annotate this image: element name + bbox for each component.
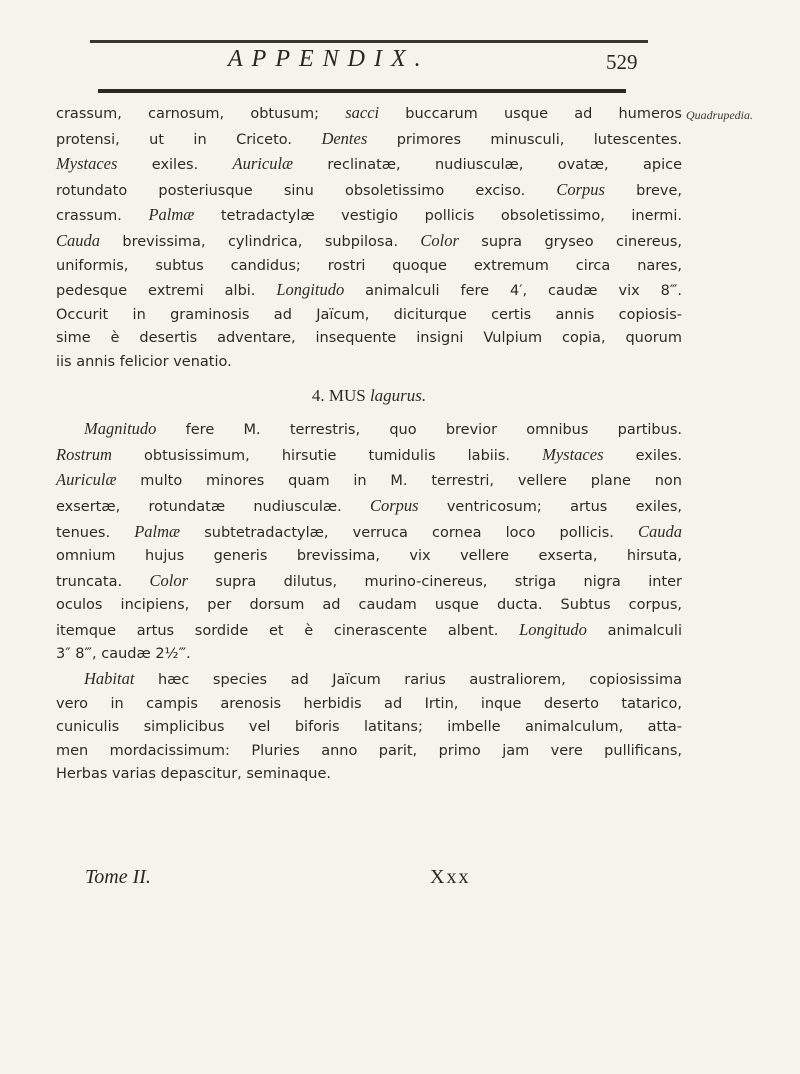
text-line (56, 101, 682, 127)
text-run: obtusissimum, hirsutie tumidulis labiis. (111, 447, 543, 464)
text-run: supra gryseo cinereus, (458, 233, 682, 250)
italic-term: Dentes (321, 128, 368, 148)
paragraph-3 (56, 667, 682, 787)
text-run: crassum. (56, 208, 149, 225)
text-run: exiles. (603, 447, 682, 464)
section-number: 4. (311, 385, 325, 405)
text-line (56, 763, 682, 787)
text-line (56, 304, 682, 328)
text-run: tetradactylæ vestigio pollicis obsoletissimo, inermi. (194, 208, 682, 225)
paragraph-1 (56, 101, 682, 375)
page-number: 529 (606, 50, 638, 74)
text-line (56, 545, 682, 569)
margin-note: Quadrupedia. (686, 108, 753, 122)
text-line (56, 255, 682, 279)
text-run: primores minusculi, lutescentes. (367, 131, 683, 148)
text-run: rotundato posteriusque sinu obsoletissimo exciso. (56, 182, 557, 199)
italic-term: Cauda (56, 230, 101, 250)
text-run: uniformis, subtus candidus; rostri quoque extremum circa nares, (56, 257, 682, 274)
section-genus: MUS (328, 385, 366, 405)
text-run: breve, (604, 182, 682, 199)
text-run: sime è desertis adventare, insequente insigni Vulpium copia, quorum (56, 330, 682, 347)
text-line (56, 618, 682, 644)
text-run: cuniculis simplicibus vel biforis latitans; imbelle animalculum, atta- (56, 719, 682, 736)
section-heading (56, 384, 682, 408)
text-run: tenues. (56, 524, 135, 541)
text-run: animalculi fere 4′, caudæ vix 8‴. (344, 283, 682, 300)
text-line (56, 667, 682, 693)
text-run: itemque artus sordide et è cinerascente albent. (56, 622, 520, 639)
text-run: buccarum usque ad humeros (379, 106, 682, 122)
paragraph-2 (56, 417, 682, 667)
text-line (56, 740, 682, 764)
text-run: ventricosum; artus exiles, (418, 498, 682, 515)
text-run: multo minores quam in M. terrestri, vellere plane non (116, 473, 682, 490)
text-run: oculos incipiens, per dorsum ad caudam usque ducta. Subtus corpus, (56, 597, 682, 614)
running-head: APPENDIX. (228, 46, 430, 72)
italic-term: Corpus (556, 179, 605, 199)
text-run: exsertæ, rotundatæ nudiusculæ. (56, 498, 370, 515)
text-line (56, 494, 682, 520)
italic-term: Habitat (84, 669, 135, 689)
italic-term: sacci (345, 103, 380, 122)
text-run: men mordacissimum: Pluries anno parit, primo jam vere pullificans, (56, 742, 682, 759)
text-run: 3″ 8‴, caudæ 2½‴. (56, 646, 191, 663)
text-run: reclinatæ, nudiusculæ, ovatæ, apice (293, 157, 683, 174)
italic-term: Color (149, 570, 188, 590)
text-line (56, 351, 682, 375)
text-line (56, 127, 682, 153)
text-run: fere M. terrestris, quo brevior omnibus partibus. (156, 422, 682, 439)
text-run: pedesque extremi albi. (56, 283, 277, 300)
text-run: Herbas varias depascitur, seminaque. (56, 766, 331, 783)
text-line (56, 643, 682, 667)
text-run: omnium hujus generis brevissima, vix vellere exserta, hirsuta, (56, 548, 682, 565)
text-line (56, 203, 682, 229)
body-text (56, 101, 682, 787)
text-run: protensi, ut in Criceto. (56, 131, 322, 148)
text-run: brevissima, cylindrica, subpilosa. (100, 233, 421, 250)
italic-term: Color (420, 230, 459, 250)
text-run: hæc species ad Jaïcum rarius australiorem, copiosissima (134, 672, 682, 689)
footer-volume: Tome II. (85, 866, 151, 888)
text-run: subtetradactylæ, verruca cornea loco pollicis. (180, 524, 638, 541)
text-line (56, 178, 682, 204)
top-rule (90, 40, 648, 43)
text-line (56, 594, 682, 618)
italic-term: Mystaces (542, 444, 604, 464)
section-species: lagurus. (369, 385, 427, 405)
text-line (56, 152, 682, 178)
italic-term: Cauda (638, 521, 683, 541)
text-run: supra dilutus, murino-cinereus, striga nigra inter (188, 573, 682, 590)
italic-term: Longitudo (519, 619, 587, 639)
text-line (56, 520, 682, 546)
text-run: Occurit in graminosis ad Jaïcum, diciturque certis annis copiosis- (56, 306, 682, 323)
italic-term: Magnitudo (84, 419, 157, 439)
header-rule (98, 89, 626, 93)
text-line (56, 569, 682, 595)
italic-term: Rostrum (56, 444, 112, 464)
italic-term: Palmæ (134, 521, 181, 541)
text-run: animalculi (586, 622, 682, 639)
italic-term: Auriculæ (232, 154, 294, 174)
text-run: iis annis felicior venatio. (56, 353, 232, 370)
italic-term: Mystaces (56, 154, 118, 174)
italic-term: Palmæ (148, 205, 195, 225)
text-line (56, 693, 682, 717)
text-line (56, 417, 682, 443)
text-line (56, 716, 682, 740)
text-line (56, 468, 682, 494)
footer-signature: Xxx (430, 866, 471, 888)
text-line (56, 327, 682, 351)
italic-term: Corpus (369, 495, 419, 515)
text-run: crassum, carnosum, obtusum; (56, 106, 346, 122)
text-run: truncata. (56, 573, 150, 590)
text-run: vero in campis arenosis herbidis ad Irtin, inque deserto tatarico, (56, 695, 682, 712)
italic-term: Longitudo (276, 280, 345, 300)
text-line (56, 229, 682, 255)
italic-term: Auriculæ (56, 470, 117, 490)
text-run: exiles. (117, 157, 233, 174)
text-line (56, 443, 682, 469)
text-line (56, 278, 682, 304)
